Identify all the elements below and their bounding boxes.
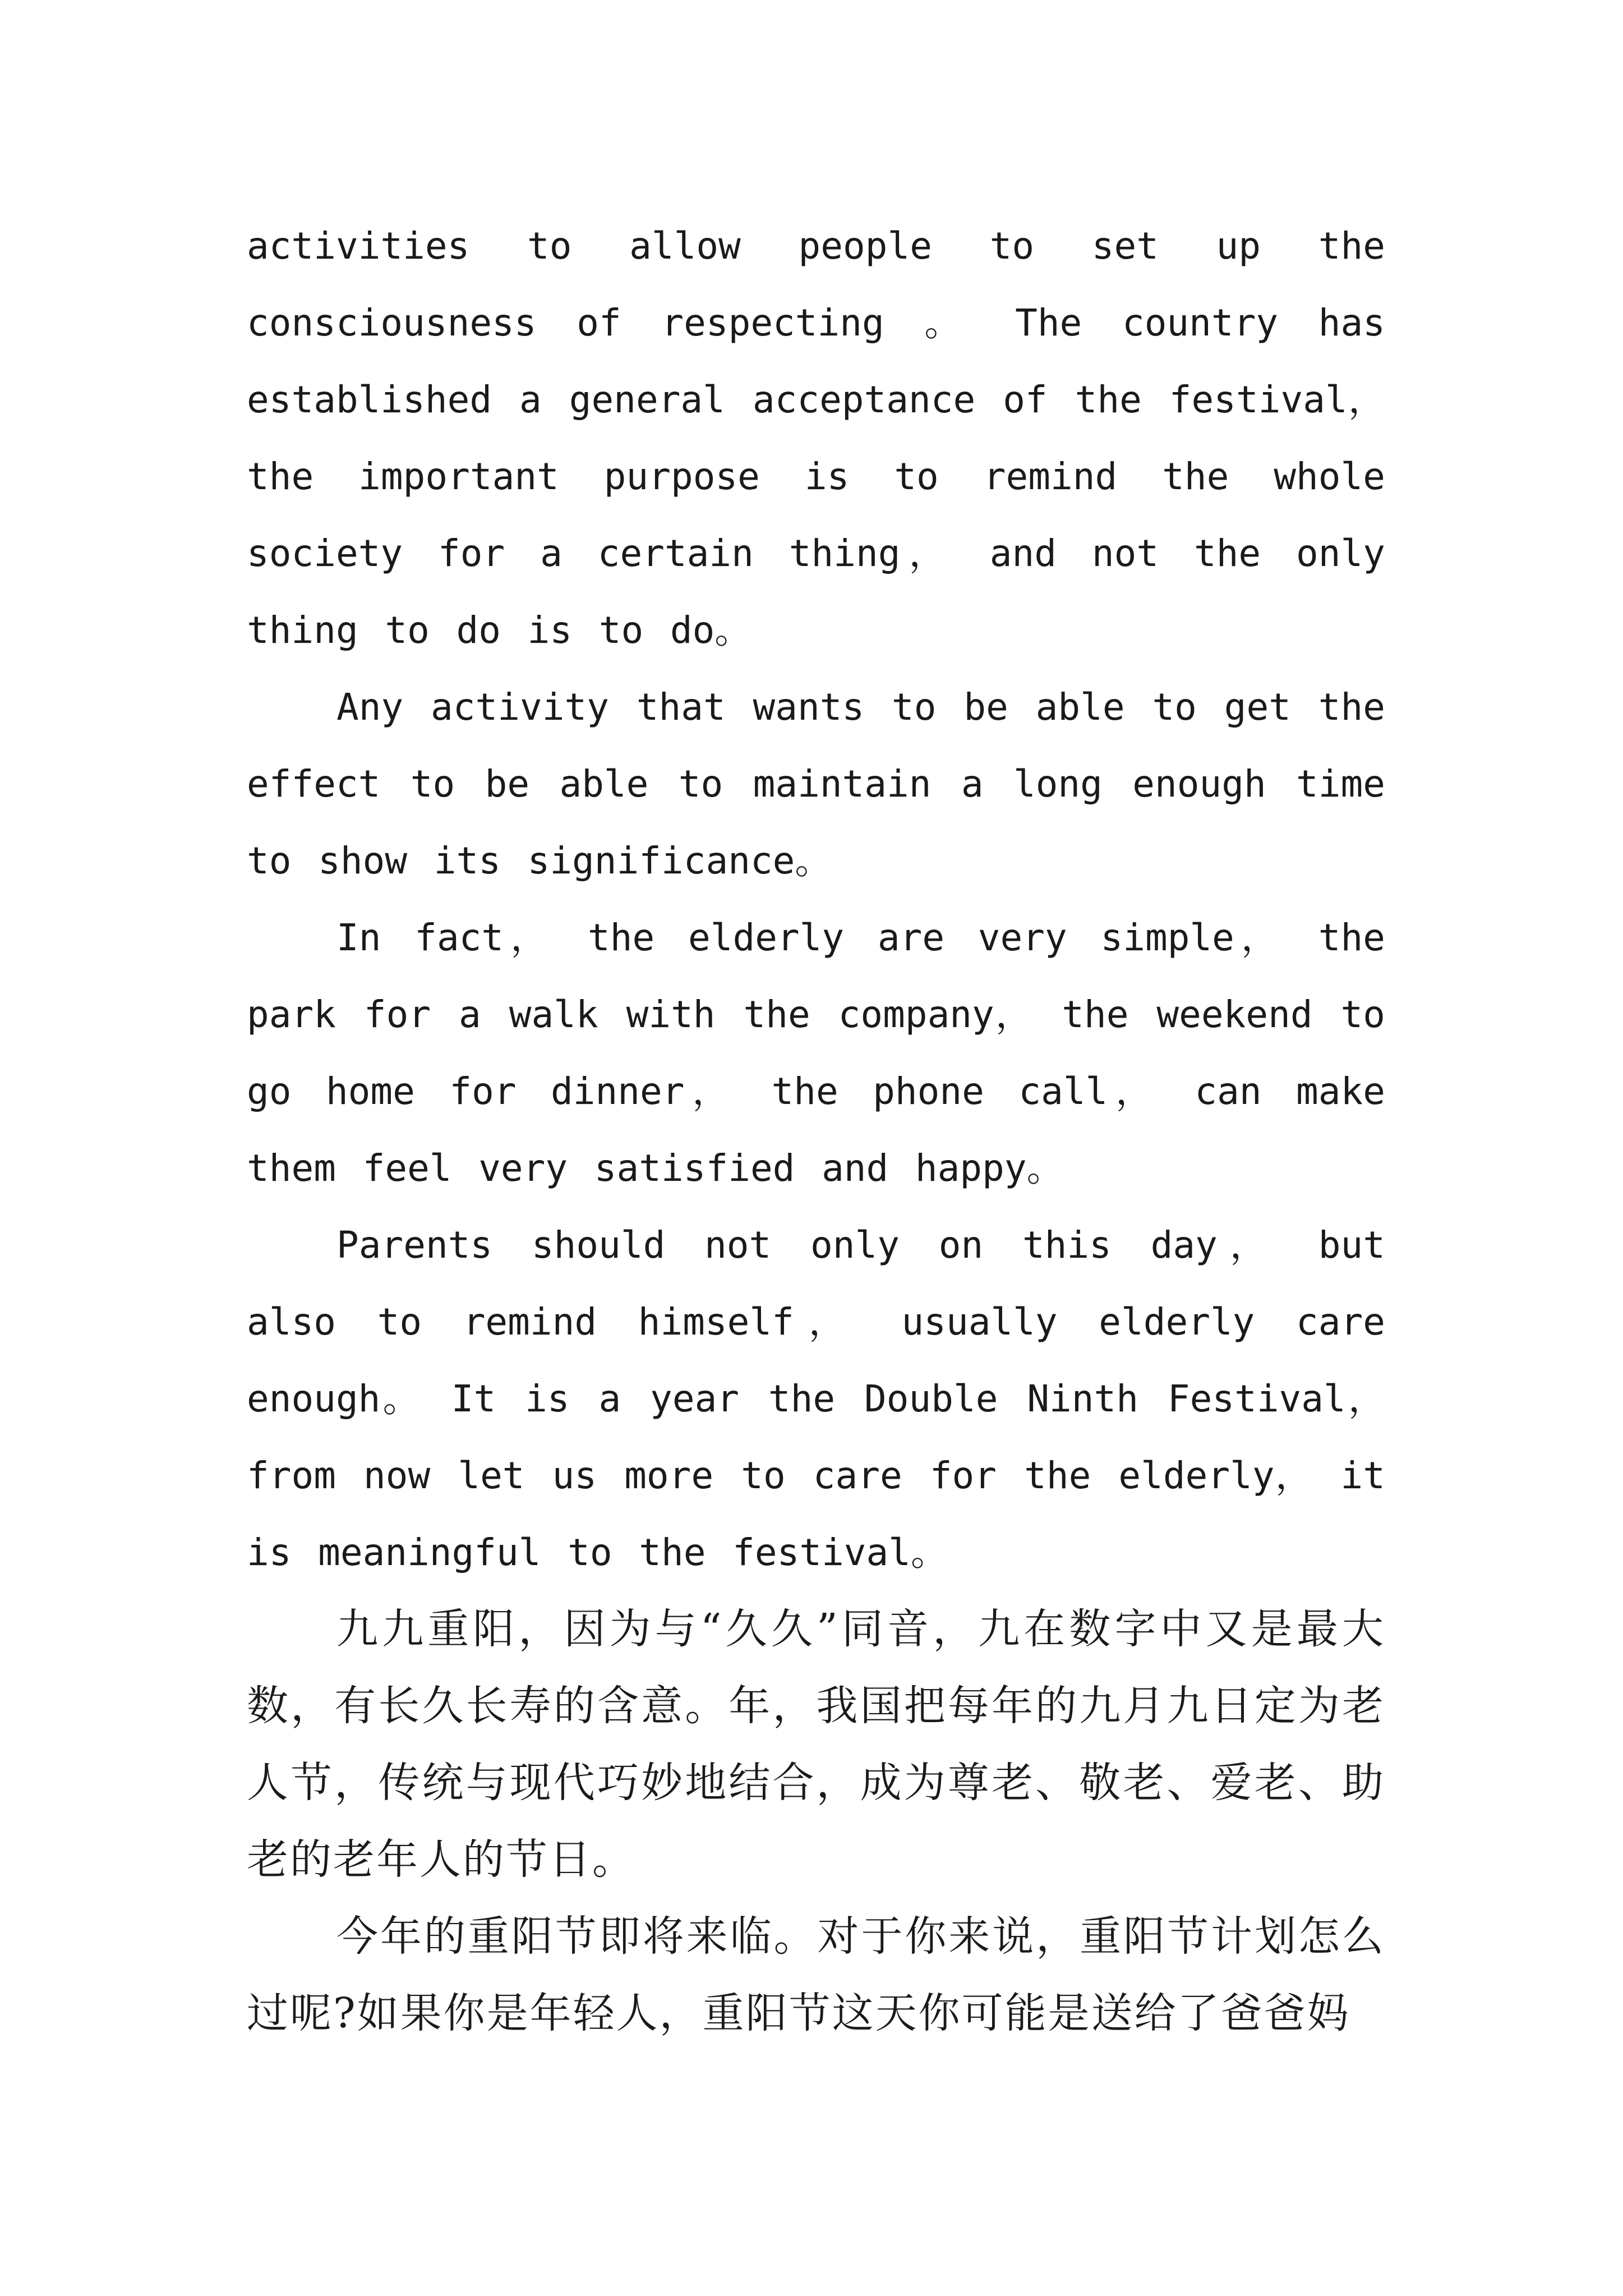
paragraph-activity-effect: Any activity that wants to be able to get the effect to be able to maintain a long enough time to show its significance。: [247, 685, 1385, 882]
paragraph-respect-consciousness: activities to allow people to set up the consciousness of respecting 。 The country has established a general acceptance of the festival， the important purpose is to remind the whole society for a certain thing， and not the only thing to do is to do。: [247, 224, 1385, 652]
paragraph-parents-care: Parents should not only on this day， but also to remind himself， usually elderly care enough。 It is a year the Double Ninth Festival， from now let us more to care for the elderly， it is meaningful to the festival。: [247, 1223, 1385, 1574]
paragraph-double-ninth-meaning: 九九重阳，因为与“久久”同音，九在数字中又是最大数，有长久长寿的含意。年，我国把每年的九月九日定为老人节，传统与现代巧妙地结合，成为尊老、敬老、爱老、助老的老年人的节日。: [247, 1605, 1385, 1884]
paragraph-elderly-simple: In fact， the elderly are very simple， the park for a walk with the company， the weekend to go home for dinner， the phone call， can make them feel very satisfied and happy。: [247, 916, 1385, 1190]
document-body: [247, 208, 1385, 2052]
paragraph-festival-plans: 今年的重阳节即将来临。对于你来说，重阳节计划怎么过呢?如果你是年轻人，重阳节这天你可能是送给了爸爸妈: [247, 1912, 1385, 2037]
